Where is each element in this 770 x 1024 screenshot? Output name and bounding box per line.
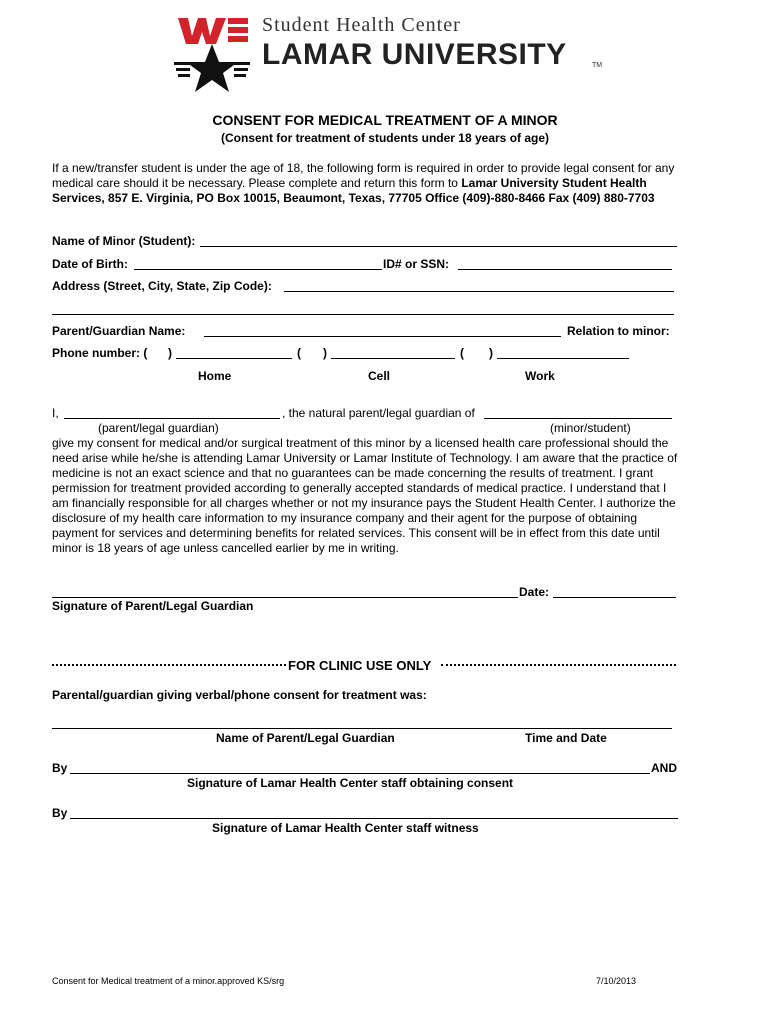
id-or-ssn-label: ID# or SSN: bbox=[383, 257, 450, 271]
form-title: CONSENT FOR MEDICAL TREATMENT OF A MINOR bbox=[212, 112, 558, 128]
parent-guardian-caption: (parent/legal guardian) bbox=[98, 421, 219, 435]
clinic-divider-right bbox=[441, 664, 676, 666]
footer-document-id: Consent for Medical treatment of a minor.approved KS/srg bbox=[52, 976, 285, 986]
staff-witness-signature-field[interactable] bbox=[70, 818, 678, 819]
time-date-caption: Time and Date bbox=[525, 731, 607, 745]
consent-i-label: I, bbox=[52, 406, 59, 420]
minor-student-field[interactable] bbox=[484, 418, 672, 419]
date-label: Date: bbox=[519, 585, 550, 599]
intro-paragraph bbox=[52, 161, 682, 206]
work-caption: Work bbox=[525, 369, 555, 383]
address-label: Address (Street, City, State, Zip Code): bbox=[52, 279, 272, 293]
parent-guardian-name-field[interactable] bbox=[204, 336, 561, 337]
home-paren-close: ) bbox=[168, 346, 172, 360]
minor-student-caption: (minor/student) bbox=[550, 421, 631, 435]
clinic-divider-left bbox=[52, 664, 286, 666]
address-field-line2[interactable] bbox=[52, 314, 674, 315]
health-center-name: Student Health Center bbox=[262, 14, 461, 36]
form-subtitle: (Consent for treatment of students under 18 years of age) bbox=[220, 131, 550, 145]
intro-address: Lamar University Student Health Services, 857 E. Virginia, PO Box 10015, Beaumont, Texas, 77705 Office (409)-880-8466 Fax (409) 880-7703 bbox=[52, 176, 655, 205]
name-of-minor-field[interactable] bbox=[200, 246, 677, 247]
work-phone-field[interactable] bbox=[497, 358, 629, 359]
cell-phone-field[interactable] bbox=[331, 358, 455, 359]
lamar-logo-icon bbox=[172, 14, 252, 94]
clinic-use-heading: FOR CLINIC USE ONLY bbox=[288, 658, 432, 673]
work-paren-close: ) bbox=[489, 346, 493, 360]
phone-number-label: Phone number: ( bbox=[52, 346, 148, 360]
home-phone-field[interactable] bbox=[176, 358, 292, 359]
relation-to-minor-label: Relation to minor: bbox=[567, 324, 670, 338]
signature-date-field[interactable] bbox=[553, 597, 676, 598]
date-of-birth-label: Date of Birth: bbox=[52, 257, 128, 271]
intro-text: If a new/transfer student is under the age of 18, the following form is required in order to provide legal consent for any medical care should it be necessary. Please complete and return this form to bbox=[52, 161, 675, 190]
parent-signature-field[interactable] bbox=[52, 597, 518, 598]
staff-witness-caption: Signature of Lamar Health Center staff witness bbox=[212, 821, 479, 835]
verbal-consent-field[interactable] bbox=[52, 728, 672, 729]
parent-legal-guardian-field[interactable] bbox=[64, 418, 280, 419]
id-or-ssn-field[interactable] bbox=[458, 269, 672, 270]
cell-paren-close: ) bbox=[323, 346, 327, 360]
natural-parent-text: , the natural parent/legal guardian of bbox=[282, 406, 475, 420]
parent-name-caption: Name of Parent/Legal Guardian bbox=[216, 731, 395, 745]
verbal-consent-label: Parental/guardian giving verbal/phone consent for treatment was: bbox=[52, 688, 427, 702]
consent-paragraph: give my consent for medical and/or surgical treatment of this minor by a licensed health care professional should the need arise while he/she is attending Lamar University or Lamar Institute of Technology. I am aware that the practice of medicine is not an exact science and that no guarantees can be made concerning the results of treatment. I grant permission for treatment provided according to generally accepted standards of medical practice. I understand that I am financially responsible for all charges whether or not my insurance pays the Student Health Center. I authorize the disclosure of my health care information to my insurance company and their agent for the purpose of obtaining payment for services and determining benefits for related services. This consent will be in effect from this date until minor is 18 years of age unless cancelled earlier by me in writing. bbox=[52, 436, 678, 555]
and-label: AND bbox=[651, 761, 677, 775]
by-label-1: By bbox=[52, 761, 68, 775]
cell-paren-open: ( bbox=[297, 346, 301, 360]
footer-date: 7/10/2013 bbox=[596, 976, 637, 986]
home-caption: Home bbox=[198, 369, 232, 383]
cell-caption: Cell bbox=[368, 369, 391, 383]
staff-consent-caption: Signature of Lamar Health Center staff obtaining consent bbox=[187, 776, 514, 790]
parent-guardian-name-label: Parent/Guardian Name: bbox=[52, 324, 186, 338]
university-name: LAMAR UNIVERSITY bbox=[262, 38, 567, 71]
parent-signature-caption: Signature of Parent/Legal Guardian bbox=[52, 599, 254, 613]
trademark-mark: TM bbox=[592, 62, 603, 69]
date-of-birth-field[interactable] bbox=[134, 269, 382, 270]
by-label-2: By bbox=[52, 806, 68, 820]
work-paren-open: ( bbox=[460, 346, 464, 360]
staff-consent-signature-field[interactable] bbox=[70, 773, 650, 774]
name-of-minor-label: Name of Minor (Student): bbox=[52, 234, 196, 248]
address-field-line1[interactable] bbox=[284, 291, 674, 292]
